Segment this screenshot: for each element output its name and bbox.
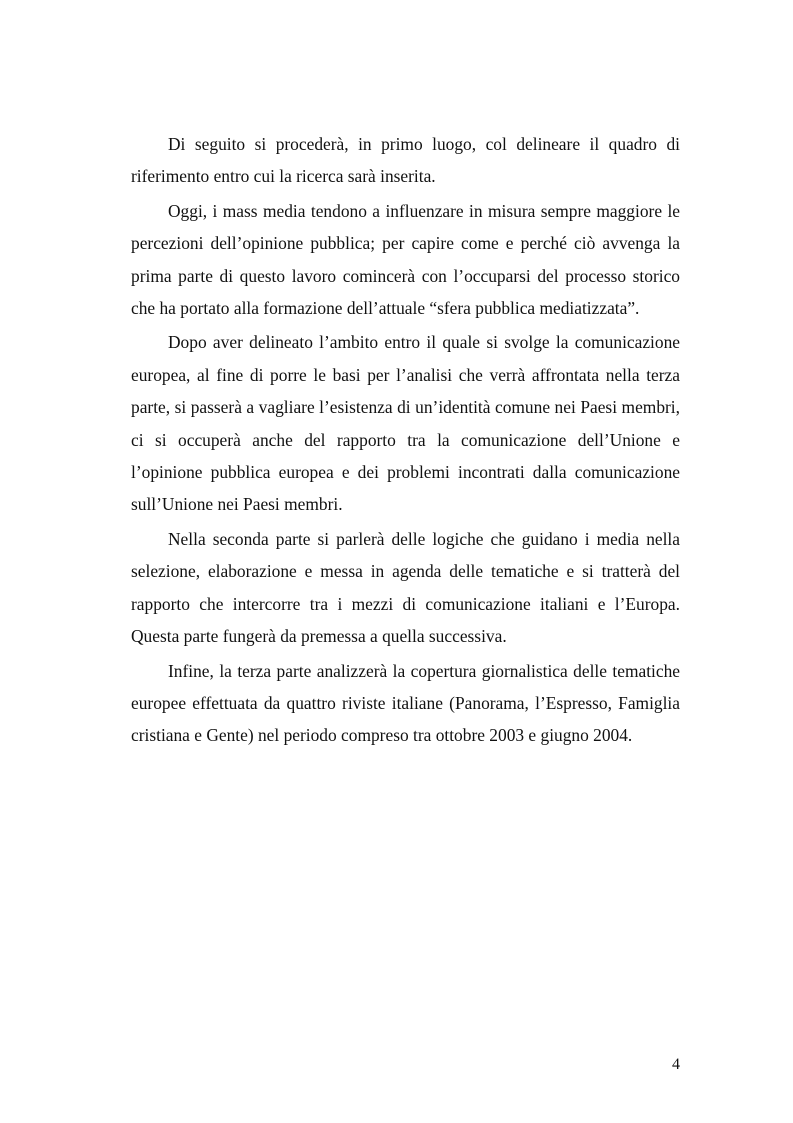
paragraph: Oggi, i mass media tendono a influenzare in misura sempre maggiore le percezioni dell’opinione pubblica; per capire come e perché ciò avvenga la prima parte di questo lavoro comincerà con l’occuparsi del processo storico che ha portato alla formazione dell’attuale “sfera pubblica mediatizzata”. xyxy=(131,200,680,319)
paragraph: Di seguito si procederà, in primo luogo, col delineare il quadro di riferimento entro cui la ricerca sarà inserita. xyxy=(131,134,680,187)
paragraph: Dopo aver delineato l’ambito entro il quale si svolge la comunicazione europea, al fine di porre le basi per l’analisi che verrà affrontata nella terza parte, si passerà a vagliare l’esistenza di un’identità comune nei Paesi membri, ci si occuperà anche del rapporto tra la comunicazione dell’Unione e l’opinione pubblica europea e dei problemi incontrati dalla comunicazione sull’Unione nei Paesi membri. xyxy=(131,332,680,515)
paragraph: Nella seconda parte si parlerà delle logiche che guidano i media nella selezione, elaborazione e messa in agenda delle tematiche e si tratterà del rapporto che intercorre tra i mezzi di comunicazione italiani e l’Europa. Questa parte fungerà da premessa a quella successiva. xyxy=(131,528,680,647)
paragraph: Infine, la terza parte analizzerà la copertura giornalistica delle tematiche europee effettuata da quattro riviste italiane (Panorama, l’Espresso, Famiglia cristiana e Gente) nel periodo compreso tra ottobre 2003 e giugno 2004. xyxy=(131,660,680,746)
page-number: 4 xyxy=(672,1056,680,1073)
body-text xyxy=(131,128,680,754)
